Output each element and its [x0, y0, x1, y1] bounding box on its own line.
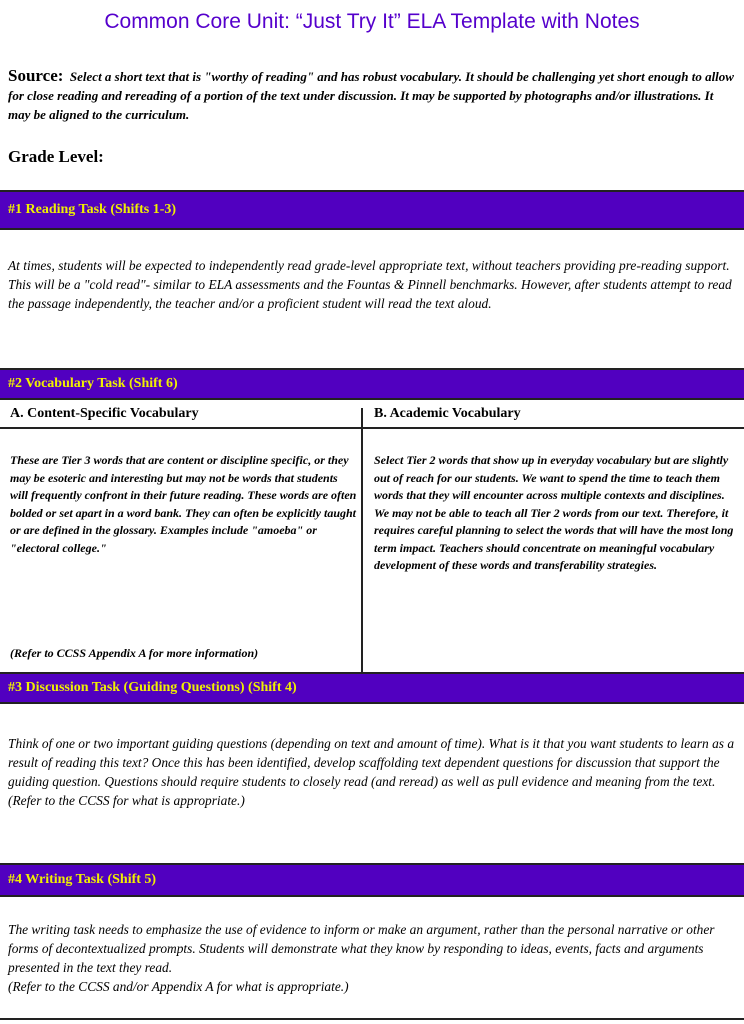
reading-task-text: At times, students will be expected to independently read grade-level appropriate text, without teachers providing pre-reading support. This will be a "cold read"- similar to ELA assessments and the Fountas & Pinnell benchmarks. However, after students attempt to read the passage independently, the teacher and/or a proficient student will read the text aloud. — [8, 258, 732, 311]
source-text: Select a short text that is "worthy of reading" and has robust vocabulary. It should be challenging yet short enough to allow for close reading and rereading of a portion of the text under discussion. It may be supported by photographs and/or illustrations. It may be aligned to the curriculum. — [8, 69, 734, 122]
source-colon: : — [57, 66, 64, 85]
writing-task-text: The writing task needs to emphasize the use of evidence to inform or make an argument, rather than the personal narrative or other forms of decontextualized prompts. Students will demonstrate what they know by responding to ideas, events, facts and arguments presented in the text they read. — [8, 922, 715, 975]
source-block — [8, 66, 738, 124]
reading-task-header: #1 Reading Task (Shifts 1-3) — [0, 190, 744, 230]
divider — [0, 427, 744, 429]
column-divider — [361, 408, 363, 672]
bottom-border — [0, 1018, 744, 1020]
content-vocab-text: These are Tier 3 words that are content or discipline specific, or they may be esoteric and interesting but may not be words that students will frequently confront in their future reading. These words are often bolded or set apart in a word bank. They can often be explicitly taught or are defined in the glossary. Examples include "amoeba" or "electoral college." — [10, 453, 357, 555]
discussion-task-header: #3 Discussion Task (Guiding Questions) (Shift 4) — [0, 672, 744, 704]
writing-task-header: #4 Writing Task (Shift 5) — [0, 863, 744, 897]
academic-vocab-header: B. Academic Vocabulary — [374, 406, 521, 421]
page-title: Common Core Unit: “Just Try It” ELA Template with Notes — [104, 10, 640, 33]
discussion-task-text: Think of one or two important guiding questions (depending on text and amount of time). What is it that you want students to learn as a result of reading this text? Once this has been identified, develop scaffolding text dependent questions for discussion that support the guiding question. Questions should require students to closely read (and reread) as well as pull evidence and meaning from the text. (Refer to the CCSS for what is appropriate.) — [8, 736, 735, 808]
writing-task-block — [8, 920, 736, 996]
content-vocab-header: A. Content-Specific Vocabulary — [10, 406, 199, 421]
writing-task-note: (Refer to the CCSS and/or Appendix A for what is appropriate.) — [8, 979, 349, 994]
source-label: Source — [8, 66, 58, 85]
academic-vocab-text: Select Tier 2 words that show up in everyday vocabulary but are slightly out of reach for our students. We want to spend the time to teach them words that they will encounter across multiple contexts and disciplines. We may not be able to teach all Tier 2 words from our text. Therefore, it requires careful planning to select the words that will have the most long term impact. Teachers should concentrate on meaningful vocabulary development of these words and transferability strategies. — [374, 453, 734, 572]
vocabulary-task-header: #2 Vocabulary Task (Shift 6) — [0, 368, 744, 400]
content-vocab-note: (Refer to CCSS Appendix A for more information) — [10, 646, 259, 660]
grade-level-label: Grade Level: — [8, 147, 104, 166]
